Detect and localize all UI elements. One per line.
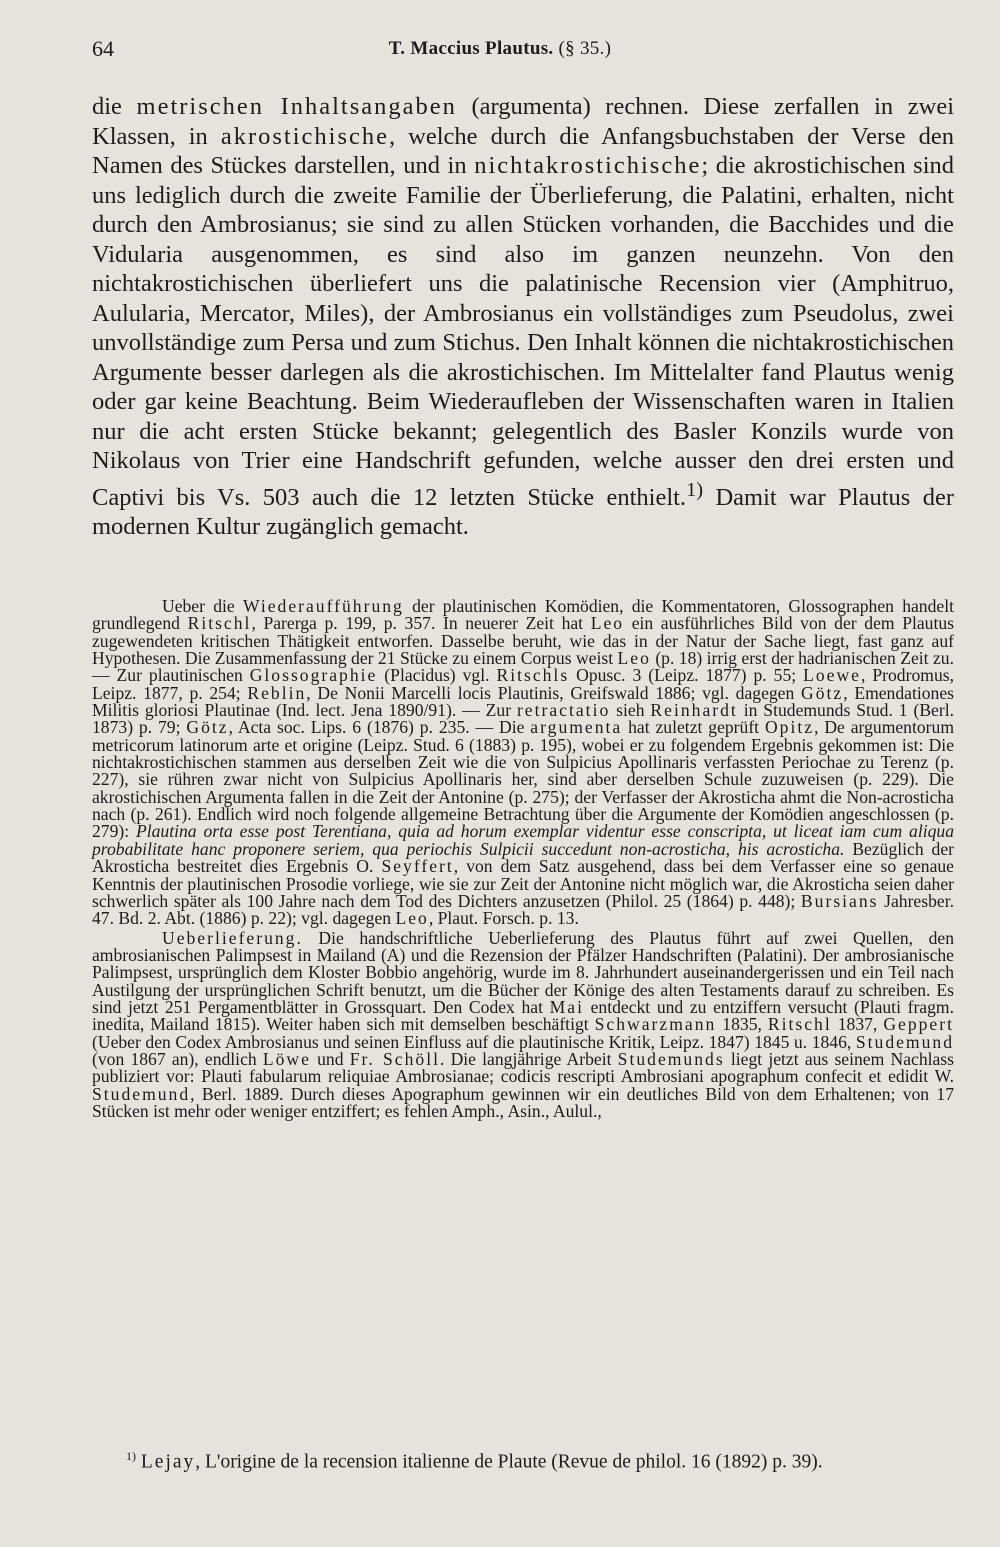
page-number: 64 [92, 36, 114, 61]
running-title [0, 38, 1000, 60]
small-print-notes [92, 598, 954, 1120]
latin-quotation: Plautina orta esse post Terentiana, quia ad horum exemplar videntur esse conscripta, ut liceat iam cum aliqua probabilitate hanc proponere seriem, qua periochis Sulpicii succedunt non-acrosticha, his acrosticha. [92, 821, 954, 859]
footnote-marker: 1) [126, 1449, 136, 1463]
spaced-term: akrostichische [220, 122, 389, 150]
main-text [92, 92, 954, 542]
note-paragraph: Ueber die Wiederaufführung der plautinischen Komödien, die Kommentatoren, Glossographen handelt grundlegend Ritschl, Parerga p. 199, p. 357. In neuerer Zeit hat Leo ein ausführliches Bild von der dem Plautus zugewendeten kritischen Thätigkeit entworfen. Dasselbe beruht, wie das in der Natur der Sache liegt, fast ganz auf Hypothesen. Die Zusammenfassung der 21 Stücke zu einem Corpus weist Leo (p. 18) irrig erst der hadrianischen Zeit zu. — Zur plautinischen Glossographie (Placidus) vgl. Ritschls Opusc. 3 (Leipz. 1877) p. 55; Loewe, Prodromus, Leipz. 1877, p. 254; Reblin, De Nonii Marcelli locis Plautinis, Greifswald 1886; vgl. dagegen Götz, Emendationes Militis gloriosi Plautinae (Ind. lect. Jena 1890/91). — Zur retractatio sieh Reinhardt in Studemunds Stud. 1 (Berl. 1873) p. 79; Götz, Acta soc. Lips. 6 (1876) p. 235. — Die argumenta hat zuletzt geprüft Opitz, De argumentorum metricorum latinorum arte et origine (Leipz. Stud. 6 (1883) p. 195), wobei er zu folgendem Ergebnis gekommen ist: Die nichtakrostichischen stammen aus derselben Zeit wie die von Sulpicius Apollinaris verfassten Periochae zu Terenz (p. 227), sie rühren zwar nicht von Sulpicius Apollinaris her, sind aber derselben Schule zuzuweisen (p. 229). Die akrostichischen Argumenta fallen in die Zeit der Antonine (p. 275); der Verfasser der Akrosticha ahmt die Non-acrosticha nach (p. 261). Endlich wird noch folgende allgemeine Betrachtung über die Argumente der Komödien angeschlossen (p. 279): Plautina orta esse post Terentiana, quia ad horum exemplar videntur esse conscripta, ut liceat iam cum aliqua probabilitate hanc proponere seriem, qua periochis Sulpicii succedunt non-acrosticha, his acrosticha. Bezüglich der Akrosticha bestreitet dies Ergebnis O. Seyffert, von dem Satz ausgehend, dass bei dem Verfasser eine so genaue Kenntnis der plautinischen Prosodie vorliege, wie sie zur Zeit der Antonine nicht möglich war, die Akrosticha seien daher schwerlich später als 100 Jahre nach dem Tod des Dichters anzusetzen (Philol. 25 (1864) p. 448); Bursians Jahresber. 47. Bd. 2. Abt. (1886) p. 22); vgl. dagegen Leo, Plaut. Forsch. p. 13. [92, 596, 955, 929]
section-heading: Ueberlieferung. [162, 927, 303, 948]
footnote-reference[interactable]: 1) [686, 478, 704, 501]
footnote [126, 1443, 954, 1476]
spaced-term: metrischen Inhaltsangaben [136, 93, 457, 120]
section-reference: (§ 35.) [558, 38, 612, 59]
spaced-term: nichtakrostichische [474, 152, 702, 179]
running-header [0, 36, 1000, 70]
running-title-text: T. Maccius Plautus. [388, 38, 554, 59]
footnote-author: Lejay [140, 1451, 196, 1473]
body-paragraph: die metrischen Inhaltsangaben (argumenta) rechnen. Diese zerfallen in zwei Klassen, in akrostichische, welche durch die Anfangsbuchstaben der Verse den Namen des Stückes darstellen, und in nichtakrostichische; die akrostichischen sind uns lediglich durch die zweite Familie der Überlieferung, die Palatini, erhalten, nicht durch den Ambrosianus; sie sind zu allen Stücken vorhanden, die Bacchides und die Vidularia ausgenommen, es sind also im ganzen neunzehn. Von den nichtakrostichischen überliefert uns die palatinische Recension vier (Amphitruo, Aulularia, Mercator, Miles), der Ambrosianus ein vollständiges zum Pseudolus, zwei unvollständige zum Persa und zum Stichus. Den Inhalt können die nichtakrostichischen Argumente besser darlegen als die akrostichischen. Im Mittelalter fand Plautus wenig oder gar keine Beachtung. Beim Wiederaufleben der Wissenschaften waren in Italien nur die acht ersten Stücke bekannt; gelegentlich des Basler Konzils wurde von Nikolaus von Trier eine Handschrift gefunden, welche ausser den drei ersten und Captivi bis Vs. 503 auch die 12 letzten Stücke enthielt.$^{1)}$ Damit war Plautus der modernen Kultur zugänglich gemacht. [92, 93, 955, 541]
note-paragraph: Ueberlieferung. Die handschriftliche Ueberlieferung des Plautus führt auf zwei Quellen, den ambrosianischen Palimpsest in Mailand (A) und die Rezension der Pfälzer Handschriften (Palatini). Der ambrosianische Palimpsest, ursprünglich dem Kloster Bobbio angehörig, wurde im 8. Jahrhundert auseinandergerissen und ein Teil nach Austilgung der ursprünglichen Schrift benutzt, um die Bücher der Könige des alten Testaments darauf zu schreiben. Es sind jetzt 251 Pergamentblätter in Grossquart. Den Codex hat Mai entdeckt und zu entziffern versucht (Plauti fragm. inedita, Mailand 1815). Weiter haben sich mit demselben beschäftigt Schwarzmann 1835, Ritschl 1837, Geppert (Ueber den Codex Ambrosianus und seinen Einfluss auf die plautinische Kritik, Leipz. 1847) 1845 u. 1846, Studemund (von 1867 an), endlich Löwe und Fr. Schöll. Die langjährige Arbeit Studemunds liegt jetzt aus seinem Nachlass publiziert vor: Plauti fabularum reliquiae Ambrosianae; codicis rescripti Ambrosiani apographum confecit et edidit W. Studemund, Berl. 1889. Durch dieses Apographum gewinnen wir ein deutliches Bild von dem Erhaltenen; von 17 Stücken ist mehr oder weniger entziffert; es fehlen Amph., Asin., Aulul., [92, 927, 955, 1121]
footnote-text: , L'origine de la recension italienne de Plaute (Revue de philol. 16 (1892) p. 39). [195, 1451, 823, 1473]
